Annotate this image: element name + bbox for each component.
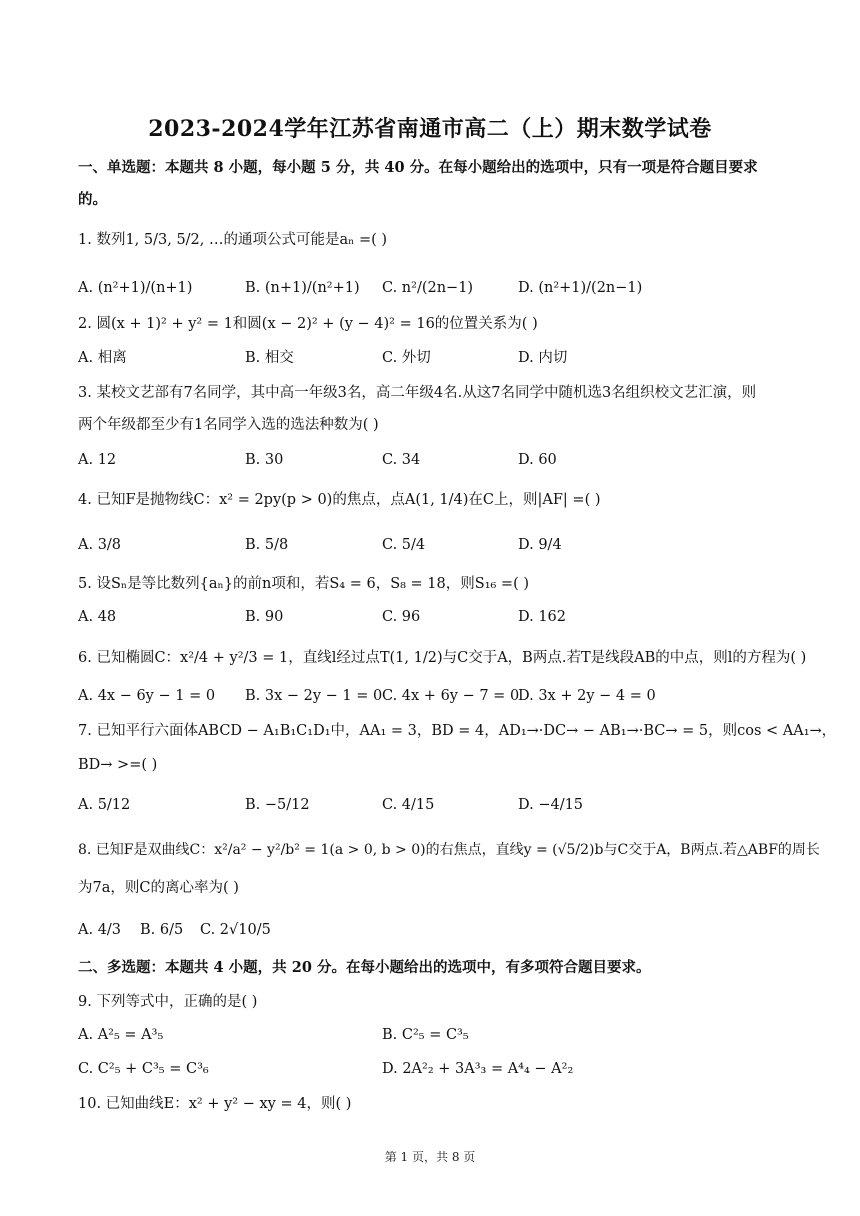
q7-stem: 7. 已知平行六面体ABCD − A₁B₁C₁D₁中，AA₁ = 3，BD = 4，AD₁→·DC→ − AB₁→·BC→ = 5，则cos < AA₁→， <box>78 723 837 739</box>
q6-option-a: A. 4x − 6y − 1 = 0 <box>78 688 216 704</box>
q5-option-d: D. 162 <box>518 609 567 625</box>
q7-option-c: C. 4/15 <box>382 797 435 813</box>
q5-option-a: A. 48 <box>78 609 117 625</box>
q9-stem: 9. 下列等式中，正确的是( ) <box>78 994 258 1010</box>
q1-option-b: B. (n+1)/(n²+1) <box>245 280 360 296</box>
q8-option-a: A. 4/3 <box>78 922 122 938</box>
q4-option-a: A. 3/8 <box>78 537 122 553</box>
section1-header: 一、单选题：本题共 8 小题，每小题 5 分，共 40 分。在每小题给出的选项中，只有一项是符合题目要求 <box>78 159 758 176</box>
q3-stem-cont: 两个年级都至少有1名同学入选的选法种数为( ) <box>78 417 379 433</box>
q2-option-a: A. 相离 <box>78 350 127 366</box>
q6-option-b: B. 3x − 2y − 1 = 0 <box>245 688 383 704</box>
page-title: 2023-2024学年江苏省南通市高二（上）期末数学试卷 <box>148 116 712 142</box>
q7-option-a: A. 5/12 <box>78 797 131 813</box>
q3-option-a: A. 12 <box>78 452 117 468</box>
q1-option-d: D. (n²+1)/(2n−1) <box>518 280 643 296</box>
q4-stem: 4. 已知F是抛物线C：x² = 2py(p > 0)的焦点，点A(1, 1/4)在C上，则|AF| =( ) <box>78 492 601 508</box>
page-footer: 第 1 页，共 8 页 <box>384 1150 476 1164</box>
q4-option-d: D. 9/4 <box>518 537 562 553</box>
q9-option-d: D. 2A²₂ + 3A³₃ = A⁴₄ − A²₂ <box>382 1061 574 1077</box>
q1-option-a: A. (n²+1)/(n+1) <box>78 280 193 296</box>
q6-option-c: C. 4x + 6y − 7 = 0 <box>382 688 520 704</box>
q2-stem: 2. 圆(x + 1)² + y² = 1和圆(x − 2)² + (y − 4)² = 16的位置关系为( ) <box>78 316 538 332</box>
q8-option-c: C. 2√10/5 <box>200 922 271 938</box>
q2-option-b: B. 相交 <box>245 350 294 366</box>
q5-option-c: C. 96 <box>382 609 421 625</box>
q2-option-c: C. 外切 <box>382 350 431 366</box>
q5-option-b: B. 90 <box>245 609 284 625</box>
q9-option-a: A. A²₅ = A³₅ <box>78 1027 164 1043</box>
q3-option-d: D. 60 <box>518 452 557 468</box>
q4-option-b: B. 5/8 <box>245 537 289 553</box>
q7-stem-cont: BD→ >=( ) <box>78 757 158 773</box>
q9-option-c: C. C²₅ + C³₅ = C³₆ <box>78 1061 209 1077</box>
q9-option-b: B. C²₅ = C³₅ <box>382 1027 469 1043</box>
section1-header-cont: 的。 <box>78 191 107 208</box>
section2-header: 二、多选题：本题共 4 小题，共 20 分。在每小题给出的选项中，有多项符合题目要求。 <box>78 959 651 976</box>
q3-option-c: C. 34 <box>382 452 421 468</box>
q6-option-d: D. 3x + 2y − 4 = 0 <box>518 688 656 704</box>
q7-option-b: B. −5/12 <box>245 797 310 813</box>
q2-option-d: D. 内切 <box>518 350 568 366</box>
q10-stem: 10. 已知曲线E：x² + y² − xy = 4，则( ) <box>78 1096 352 1112</box>
q5-stem: 5. 设Sₙ是等比数列{aₙ}的前n项和，若S₄ = 6，S₈ = 18，则S₁₆ =( ) <box>78 576 529 592</box>
q8-stem: 8. 已知F是双曲线C：x²/a² − y²/b² = 1(a > 0, b > 0)的右焦点，直线y = (√5/2)b与C交于A，B两点.若△ABF的周长 <box>78 842 820 858</box>
q1-option-c: C. n²/(2n−1) <box>382 280 474 296</box>
q3-stem: 3. 某校文艺部有7名同学，其中高一年级3名，高二年级4名.从这7名同学中随机选3名组织校文艺汇演，则 <box>78 385 757 401</box>
q1-stem: 1. 数列1, 5/3, 5/2, …的通项公式可能是aₙ =( ) <box>78 232 388 248</box>
q3-option-b: B. 30 <box>245 452 284 468</box>
q6-stem: 6. 已知椭圆C：x²/4 + y²/3 = 1，直线l经过点T(1, 1/2)与C交于A，B两点.若T是线段AB的中点，则l的方程为( ) <box>78 650 807 666</box>
q4-option-c: C. 5/4 <box>382 537 426 553</box>
q8-stem-cont: 为7a，则C的离心率为( ) <box>78 880 239 896</box>
q8-option-b: B. 6/5 <box>140 922 184 938</box>
q7-option-d: D. −4/15 <box>518 797 584 813</box>
